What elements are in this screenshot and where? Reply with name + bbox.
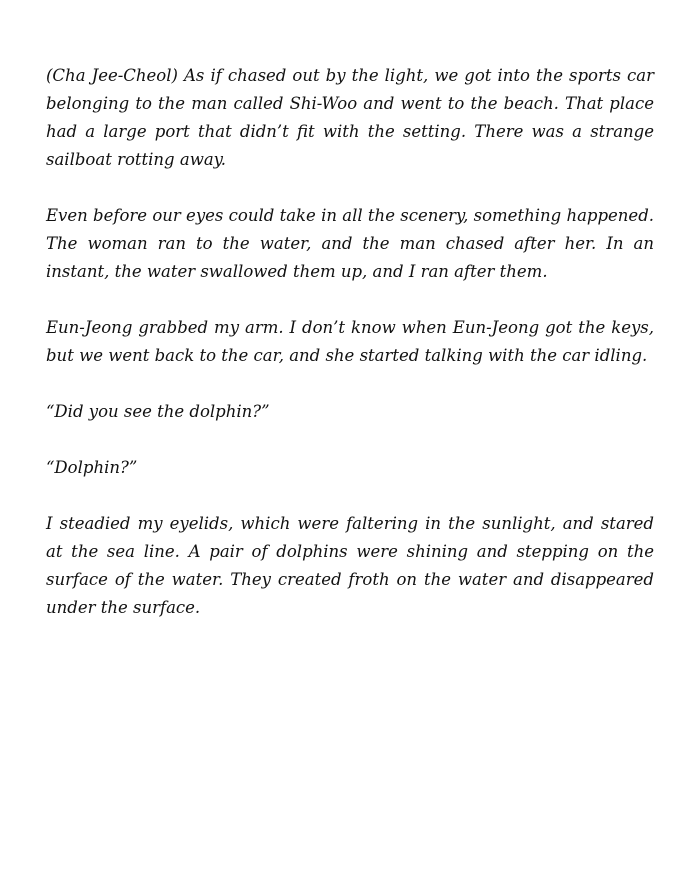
story-text bbox=[46, 62, 654, 650]
dialogue-line-2: “Dolphin?” bbox=[46, 458, 138, 477]
paragraph-narration-1: (Cha Jee-Cheol) As if chased out by the light, we got into the sports car belonging to the man called Shi-Woo and went to the beach. That place had a large port that didn’t fit with the setting. There was a strange sailboat rotting away. bbox=[46, 66, 654, 169]
paragraph-narration-4: I steadied my eyelids, which were faltering in the sunlight, and stared at the sea line. A pair of dolphins were shining and stepping on the surface of the water. They created froth on the water and disappeared under the surface. bbox=[46, 514, 654, 617]
paragraph-narration-3: Eun-Jeong grabbed my arm. I don’t know when Eun-Jeong got the keys, but we went back to the car, and she started talking with the car idling. bbox=[46, 318, 654, 365]
dialogue-line-1: “Did you see the dolphin?” bbox=[46, 402, 270, 421]
paragraph-narration-2: Even before our eyes could take in all the scenery, something happened. The woman ran to the water, and the man chased after her. In an instant, the water swallowed them up, and I ran after them. bbox=[46, 206, 654, 281]
